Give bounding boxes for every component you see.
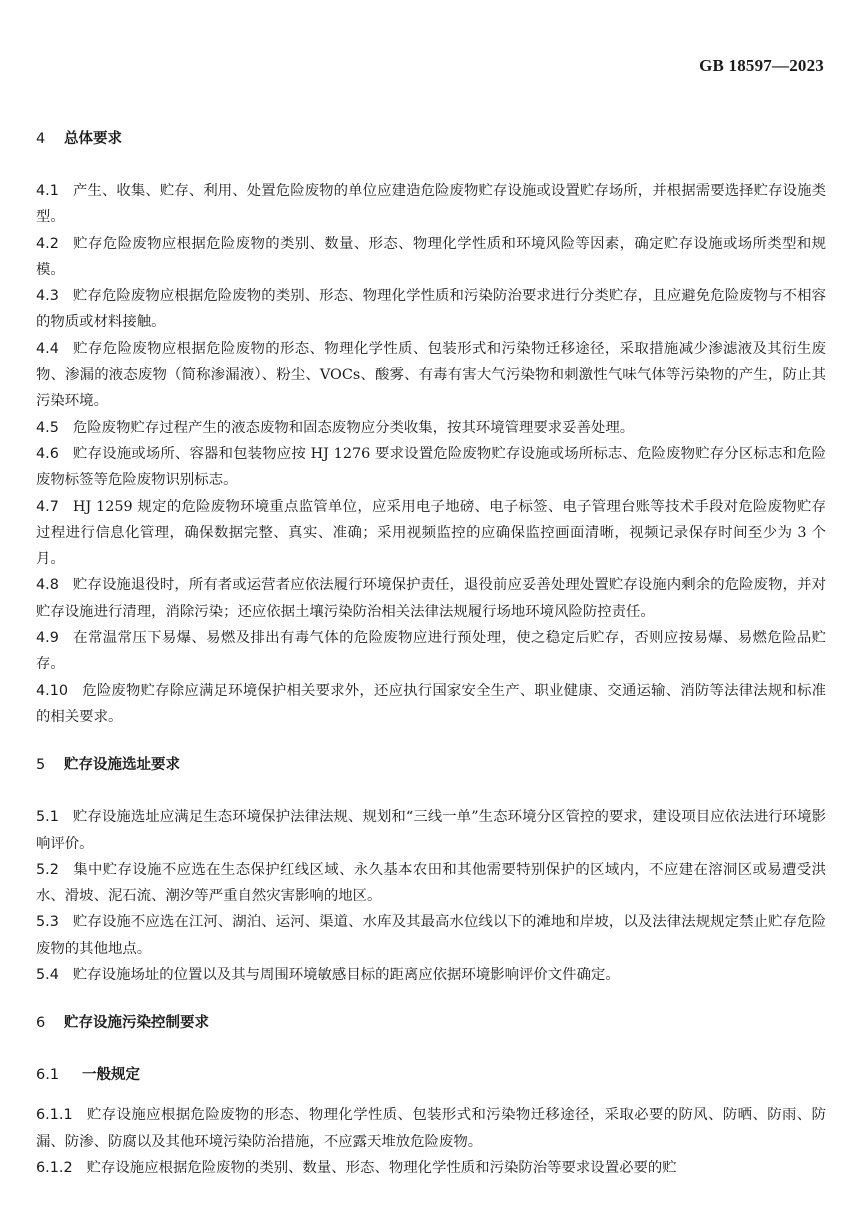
clause-number: 5.2 xyxy=(36,861,59,878)
section-number: 6 xyxy=(36,1015,46,1032)
clause-text: 贮存危险废物应根据危险废物的类别、数量、形态、物理化学性质和环境风险等因素，确定贮存设施或场所类型和规模。 xyxy=(36,235,826,278)
section-title: 贮存设施污染控制要求 xyxy=(64,1015,209,1032)
clause-number: 4.9 xyxy=(36,630,59,647)
clause-text: 贮存设施不应选在江河、湖泊、运河、渠道、水库及其最高水位线以下的滩地和岸坡，以及法律法规规定禁止贮存危险废物的其他地点。 xyxy=(36,914,826,957)
clause xyxy=(36,909,826,962)
clause xyxy=(36,804,826,857)
clause-text: 危险废物贮存过程产生的液态废物和固态废物应分类收集，按其环境管理要求妥善处理。 xyxy=(72,419,635,436)
clause xyxy=(36,178,826,231)
clause xyxy=(36,494,826,573)
clause xyxy=(36,857,826,910)
clause xyxy=(36,415,826,441)
clause-number: 4.4 xyxy=(36,340,59,357)
clause xyxy=(36,678,826,731)
section-title: 总体要求 xyxy=(64,131,122,147)
clause-text: 产生、收集、贮存、利用、处置危险废物的单位应建造危险废物贮存设施或设置贮存场所，并根据需要选择贮存设施类型。 xyxy=(36,183,826,226)
clause-number: 4.1 xyxy=(36,183,59,199)
section-heading xyxy=(36,1010,826,1036)
clause-text: 集中贮存设施不应选在生态保护红线区域、永久基本农田和其他需要特别保护的区域内，不应建在溶洞区或易遭受洪水、滑坡、泥石流、潮汐等严重自然灾害影响的地区。 xyxy=(36,861,826,905)
clause xyxy=(36,572,826,625)
clause-number: 5.4 xyxy=(36,967,59,984)
clause xyxy=(36,625,826,678)
standard-number: GB 18597—2023 xyxy=(699,56,824,75)
clause xyxy=(36,441,826,494)
clause-number: 6.1.1 xyxy=(36,1107,73,1124)
subsection-title: 一般规定 xyxy=(82,1067,140,1084)
clause-number: 5.3 xyxy=(36,914,59,931)
clause-number: 4.7 xyxy=(36,498,59,515)
clause-text: 贮存设施选址应满足生态环境保护法律法规、规划和“三线一单”生态环境分区管控的要求，建设项目应依法进行环境影响评价。 xyxy=(36,809,826,852)
clause-text: 贮存设施应根据危险废物的类别、数量、形态、物理化学性质和污染防治等要求设置必要的贮 xyxy=(86,1159,677,1176)
clause xyxy=(36,336,826,415)
clause-number: 4.5 xyxy=(36,419,59,436)
clause xyxy=(36,1102,826,1155)
clause-number: 5.1 xyxy=(36,809,59,826)
subsection-number: 6.1 xyxy=(36,1067,60,1084)
clause-text: 贮存设施场址的位置以及其与周围环境敏感目标的距离应依据环境影响评价文件确定。 xyxy=(72,967,620,984)
clause xyxy=(36,962,826,988)
clause-text: 贮存危险废物应根据危险废物的类别、形态、物理化学性质和污染防治要求进行分类贮存，且应避免危险废物与不相容的物质或材料接触。 xyxy=(36,288,826,331)
clause-text: 贮存危险废物应根据危险废物的形态、物理化学性质、包装形式和污染物迁移途径，采取措施减少渗滤液及其衍生废物、渗漏的液态废物（简称渗漏液）、粉尘、VOCs、酸雾、有毒有害大气污染物和刺激性气味气体等污染物的产生，防止其污染环境。 xyxy=(36,340,826,410)
section-heading xyxy=(36,752,826,778)
clause-number: 4.3 xyxy=(36,288,59,305)
section-title: 贮存设施选址要求 xyxy=(64,757,180,774)
clause-number: 6.1.2 xyxy=(36,1159,73,1176)
clause-text: 在常温常压下易爆、易燃及排出有毒气体的危险废物应进行预处理，使之稳定后贮存，否则应按易爆、易燃危险品贮存。 xyxy=(36,630,826,673)
clause-number: 4.10 xyxy=(36,682,69,699)
section-number: 4 xyxy=(36,131,46,147)
clause xyxy=(36,1155,826,1181)
section-number: 5 xyxy=(36,757,46,774)
clause-text: 贮存设施或场所、容器和包装物应按 HJ 1276 要求设置危险废物贮存设施或场所标志、危险废物贮存分区标志和危险废物标签等危险废物识别标志。 xyxy=(36,445,826,489)
section-heading xyxy=(36,126,826,152)
subsection-heading xyxy=(36,1062,826,1088)
clause-number: 4.2 xyxy=(36,235,59,252)
clause xyxy=(36,283,826,336)
clause xyxy=(36,231,826,284)
clause-number: 4.6 xyxy=(36,445,59,462)
clause-number: 4.8 xyxy=(36,577,59,594)
document-body xyxy=(36,126,826,1181)
clause-text: 危险废物贮存除应满足环境保护相关要求外，还应执行国家安全生产、职业健康、交通运输、消防等法律法规和标准的相关要求。 xyxy=(36,682,826,725)
clause-text: 贮存设施退役时，所有者或运营者应依法履行环境保护责任，退役前应妥善处理处置贮存设施内剩余的危险废物，并对贮存设施进行清理，消除污染；还应依据土壤污染防治相关法律法规履行场地环境风险防控责任。 xyxy=(36,577,826,620)
clause-text: 贮存设施应根据危险废物的形态、物理化学性质、包装形式和污染物迁移途径，采取必要的防风、防晒、防雨、防漏、防渗、防腐以及其他环境污染防治措施，不应露天堆放危险废物。 xyxy=(36,1107,826,1150)
clause-text: HJ 1259 规定的危险废物环境重点监管单位，应采用电子地磅、电子标签、电子管理台账等技术手段对危险废物贮存过程进行信息化管理，确保数据完整、真实、准确；采用视频监控的应确保监控画面清晰，视频记录保存时间至少为 3 个月。 xyxy=(36,498,826,568)
